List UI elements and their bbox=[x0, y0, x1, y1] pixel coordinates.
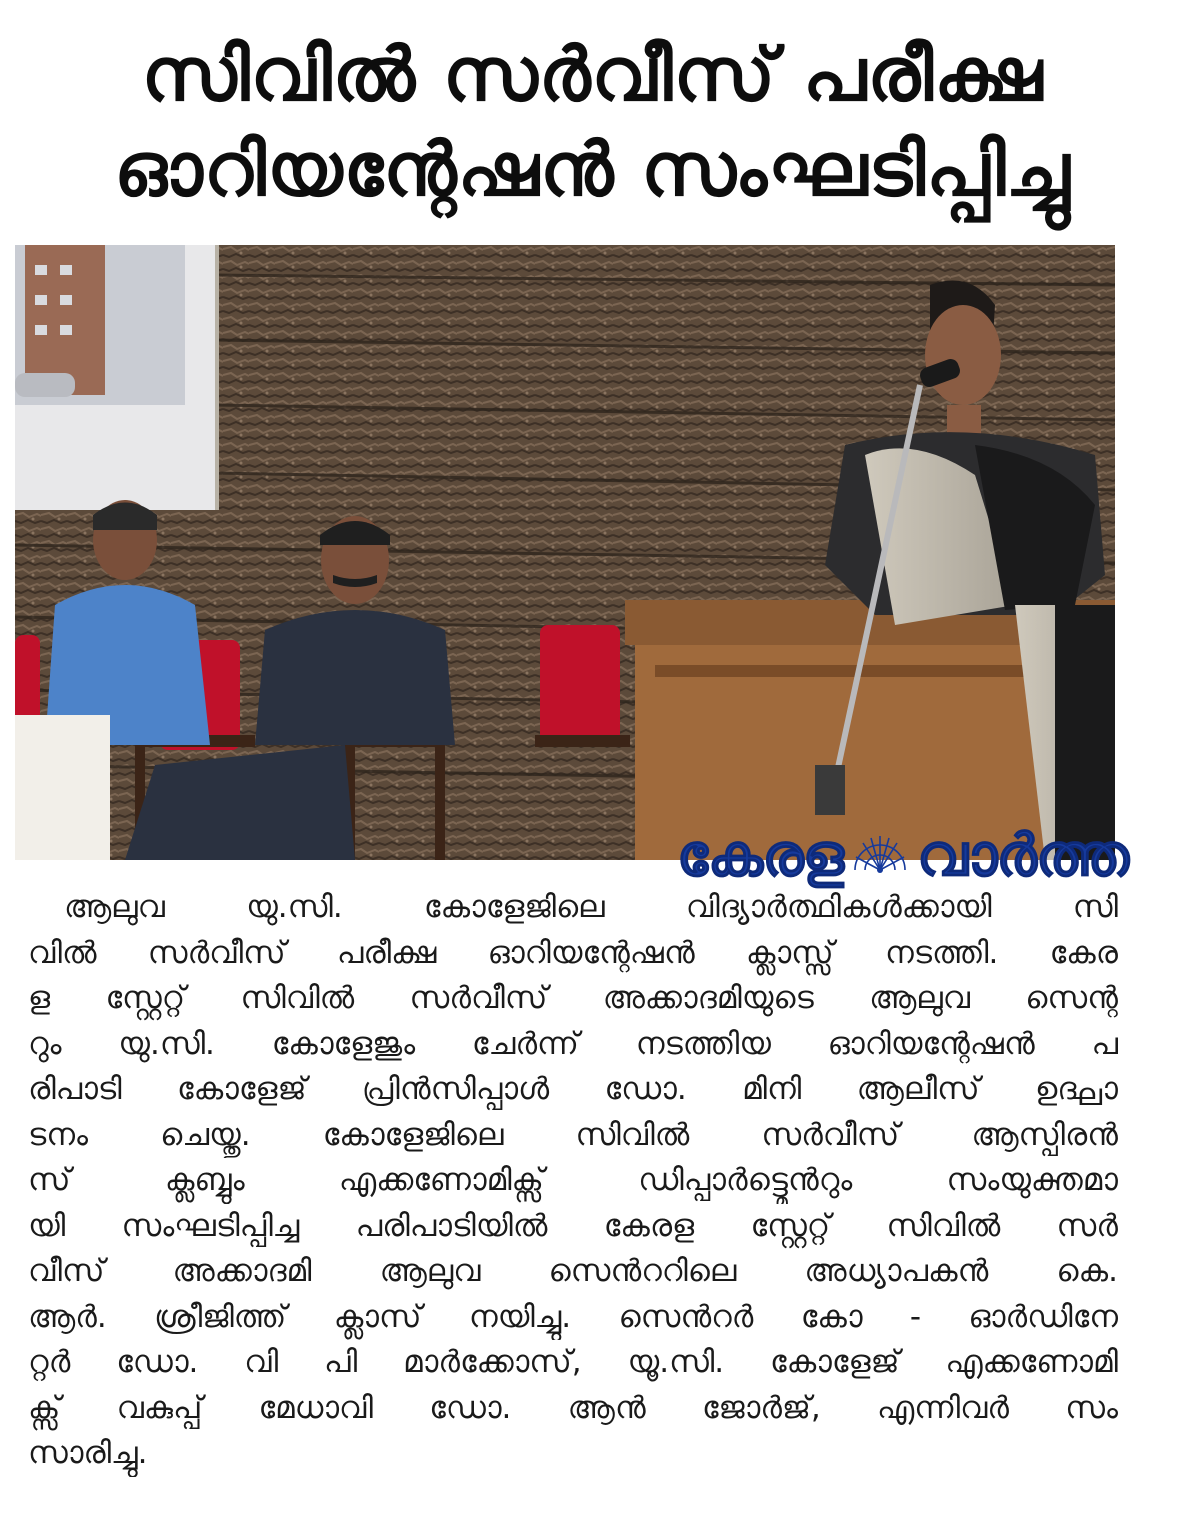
article-line: സാരിച്ചു. bbox=[28, 1435, 148, 1471]
article-line: ടനം ചെയ്തു. കോളേജിലെ സിവിൽ സർവീസ് ആസ്പിരൻ bbox=[28, 1116, 1118, 1153]
article-line: ള സ്റ്റേറ്റ് സിവിൽ സർവീസ് അക്കാദമിയുടെ ആലുവ സെന്റ bbox=[28, 980, 1118, 1016]
article-line: റ്റർ ഡോ. വി പി മാർക്കോസ്, യൂ.സി. കോളേജ് എക്കണോമി bbox=[28, 1344, 1118, 1380]
article-line: രിപാടി കോളേജ് പ്രിൻസിപ്പാൾ ഡോ. മിനി ആലീസ് ഉദ്ഘാ bbox=[28, 1071, 1118, 1107]
article-line: യി സംഘടിപ്പിച്ച പരിപാടിയിൽ കേരള സ്റ്റേറ്റ് സിവിൽ സർ bbox=[28, 1207, 1118, 1244]
masthead-logo bbox=[600, 818, 1128, 892]
article-line: ആർ. ശ്രീജിത്ത് ക്ലാസ് നയിച്ചു. സെൻറർ കോ - ഓർഡിനേ bbox=[28, 1298, 1118, 1335]
article-body bbox=[28, 885, 1118, 1477]
article-line: ക്സ് വകുപ്പ് മേധാവി ഡോ. ആൻ ജോർജ്, എന്നിവർ സം bbox=[28, 1389, 1118, 1426]
headline bbox=[0, 0, 1185, 245]
article-line: വിൽ സർവീസ് പരീക്ഷ ഓറിയന്റേഷൻ ക്ലാസ്സ് നടത്തി. കേര bbox=[28, 934, 1118, 971]
article-line: ആലുവ യു.സി. കോളേജിലെ വിദ്യാർത്ഥികൾക്കായി സി bbox=[64, 889, 1118, 925]
article-line: റും യു.സി. കോളേജും ചേർന്ന് നടത്തിയ ഓറിയന്റേഷൻ പ bbox=[28, 1025, 1118, 1062]
chakra-emblem-icon bbox=[847, 822, 913, 888]
article-line: സ് ക്ലബ്ബും എക്കണോമിക്സ് ഡിപ്പാർട്ട്മെൻറും സംയുക്തമാ bbox=[28, 1162, 1118, 1198]
masthead-name-part2: വാർത്ത bbox=[917, 821, 1128, 889]
masthead-name-part1: കേരള bbox=[676, 821, 844, 889]
article-line: വീസ് അക്കാദമി ആലുവ സെൻററിലെ അധ്യാപകൻ കെ. bbox=[28, 1253, 1118, 1289]
headline-line-1: സിവിൽ സർവീസ് പരീക്ഷ bbox=[141, 32, 1044, 118]
headline-line-2: ഓറിയന്റേഷൻ സംഘടിപ്പിച്ചു bbox=[114, 127, 1071, 213]
event-photo bbox=[15, 245, 1115, 860]
